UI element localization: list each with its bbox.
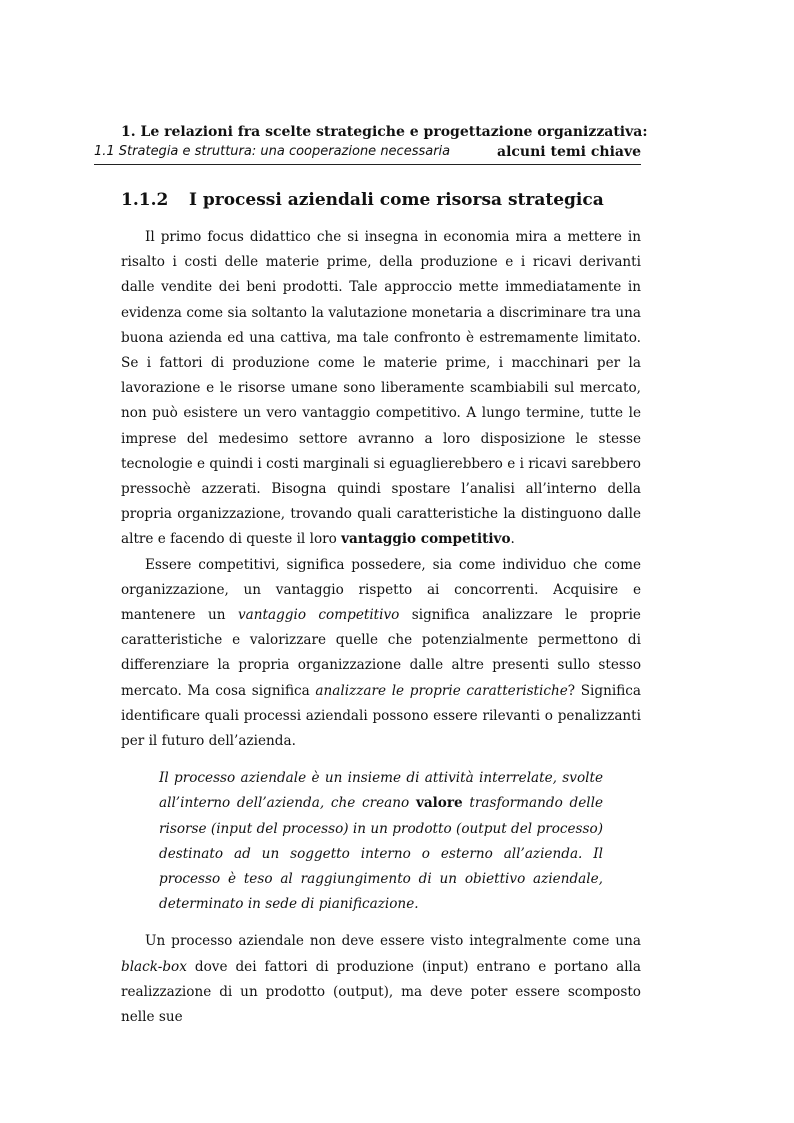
paragraph-text: significa analizzare le proprie caratteristiche e valorizzare quelle che potenzialmente permettono di differenziare la propria organizzazione dalle altre presenti sullo stesso mercato. Ma cosa significa (121, 607, 641, 699)
section-heading (121, 189, 641, 211)
bold-term: vantaggio competitivo (341, 531, 511, 548)
paragraph-text: Il primo focus didattico che si insegna in economia mira a mettere in risalto i costi delle materie prime, della produzione e i ricavi derivanti dalle vendite dei beni prodotti. Tale approccio mette immediatamente in evidenza come sia soltanto la valutazione monetaria a discriminare tra una buona azienda ed una cattiva, ma tale confronto è estremamente limitato. Se i fattori di produzione come le materie prime, i macchinari per la lavorazione e le risorse umane sono liberamente scambiabili sul mercato, non può esistere un vero vantaggio competitivo. A lungo termine, tutte le imprese del medesimo settore avranno a loro disposizione le stesse tecnologie e quindi i costi marginali si eguaglierebbero e i ricavi sarebbero pressochè azzerati. Bisogna quindi spostare l’analisi all’interno della propria organizzazione, trovando quali caratteristiche la distinguono dalle altre e facendo di queste il loro (121, 229, 641, 548)
definition-quote (159, 766, 603, 917)
running-header-second-line (94, 142, 641, 162)
running-header-section: 1.1 Strategia e struttura: una cooperazione necessaria (94, 144, 451, 159)
document-page (94, 122, 648, 1030)
definition-text: Il processo aziendale è un insieme di attività interrelate, svolte all’interno dell’azienda, che creano (159, 770, 603, 812)
body-paragraph-1 (121, 225, 641, 553)
header-rule (94, 164, 641, 165)
running-header-chapter-tail: alcuni temi chiave (497, 144, 641, 160)
body-paragraph-3 (121, 929, 641, 1030)
running-header-chapter: 1. Le relazioni fra scelte strategiche e progettazione organizzativa: (121, 124, 648, 140)
bold-term: valore (415, 795, 463, 812)
italic-term: vantaggio competitivo (237, 607, 400, 624)
paragraph-text: dove dei fattori di produzione (input) entrano e portano alla realizzazione di un prodotto (output), ma deve poter essere scomposto nelle sue (121, 958, 641, 1026)
paragraph-text: Un processo aziendale non deve essere visto integralmente come una (145, 933, 641, 950)
running-header (94, 122, 648, 162)
paragraph-text: ? Significa identificare quali processi aziendali possono essere rilevanti o penalizzanti per il futuro dell’azienda. (121, 682, 641, 750)
section-number: 1.1.2 (121, 190, 169, 210)
paragraph-text: Essere competitivi, significa possedere, sia come individuo che come organizzazione, un vantaggio rispetto ai concorrenti. Acquisire e mantenere un (121, 556, 641, 624)
section-title: I processi aziendali come risorsa strategica (189, 190, 604, 210)
italic-term: analizzare le proprie caratteristiche (315, 682, 568, 699)
italic-term: black-box (121, 958, 187, 975)
definition-text: trasformando delle risorse (input del processo) in un prodotto (output del processo) destinato ad un soggetto interno o esterno all’azienda. Il processo è teso al raggiungimento di un obiettivo aziendale, determinato in sede di pianificazione. (159, 795, 603, 913)
body-paragraph-2 (121, 553, 641, 755)
paragraph-text: . (510, 531, 515, 548)
